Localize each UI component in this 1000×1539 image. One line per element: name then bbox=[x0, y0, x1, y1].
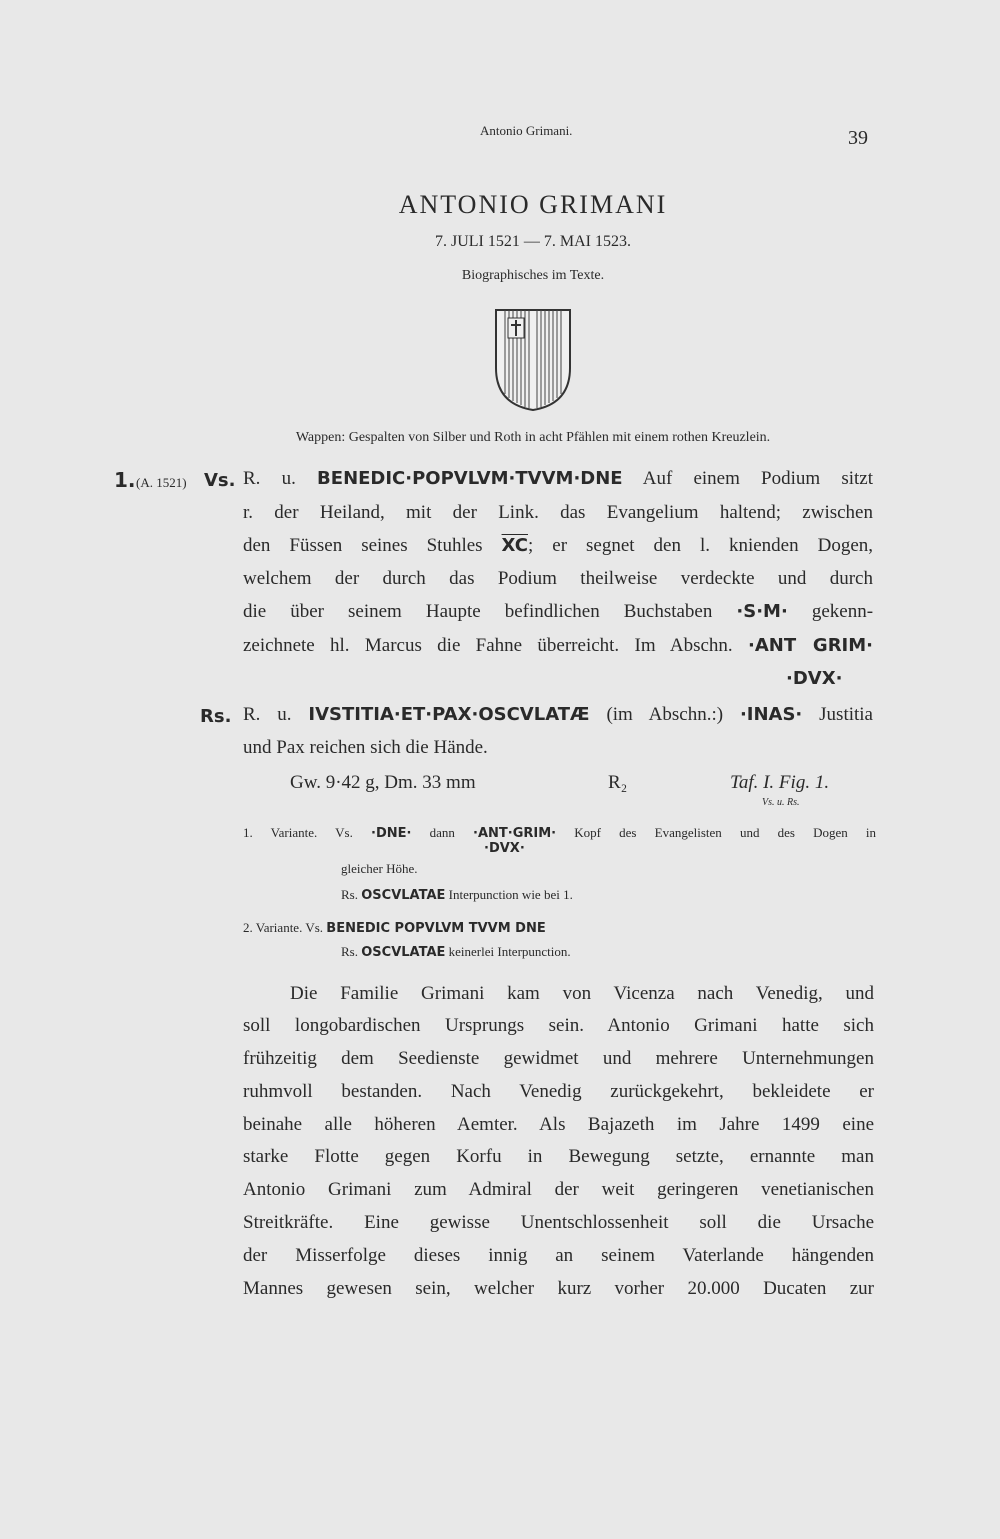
paragraph-line-8: Streitkräfte. Eine gewisse Unentschlossenheit soll die Ursache bbox=[243, 1212, 874, 1233]
bio-note: Biographisches im Texte. bbox=[461, 268, 605, 283]
paragraph-line-4: ruhmvoll bestanden. Nach Venedig zurückgekehrt, bekleidete er bbox=[243, 1081, 874, 1102]
page-title: ANTONIO GRIMANI bbox=[398, 190, 668, 219]
coat-of-arms-caption: Wappen: Gespalten von Silber und Roth in acht Pfählen mit einem rothen Kreuzlein. bbox=[295, 430, 771, 445]
page-number: 39 bbox=[848, 127, 868, 149]
paragraph-line-6: starke Flotte gegen Korfu in Bewegung setzte, ernannte man bbox=[243, 1146, 874, 1167]
paragraph-line-1: Die Familie Grimani kam von Vicenza nach Venedig, und bbox=[290, 983, 874, 1004]
variant-2-line-2: Rs. OSCVLATAE keinerlei Interpunction. bbox=[341, 944, 571, 960]
obverse-line-5: die über seinem Haupte befindlichen Buchstaben ·S·M· gekenn- bbox=[243, 601, 874, 622]
reverse-line-2: und Pax reichen sich die Hände. bbox=[243, 737, 488, 758]
plate-sub: Vs. u. Rs. bbox=[762, 797, 800, 808]
reverse-line-1: R. u. IVSTITIA·ET·PAX·OSCVLATÆ (im Abschn.:) ·INAS· Justitia bbox=[243, 704, 873, 725]
plate-reference: Taf. I. Fig. 1. bbox=[730, 772, 830, 793]
running-title: Antonio Grimani. bbox=[480, 123, 573, 138]
coin-entry-number: 1. bbox=[114, 468, 136, 492]
obverse-line-3: den Füssen seines Stuhles $\overline{XC}$; er segnet den l. knienden Dogen, bbox=[243, 535, 873, 556]
obverse-line-4: welchem der durch das Podium theilweise verdeckte und durch bbox=[243, 568, 873, 589]
obverse-exergue-dvx: ·DVX· bbox=[786, 668, 843, 689]
reverse-label: Rs. bbox=[200, 706, 232, 727]
paragraph-line-2: soll longobardischen Ursprungs sein. Antonio Grimani hatte sich bbox=[243, 1015, 874, 1036]
rarity: R₂ bbox=[608, 772, 628, 793]
variant-1-line-3: Rs. OSCVLATAE Interpunction wie bei 1. bbox=[341, 887, 573, 903]
weight-diameter: Gw. 9·42 g, Dm. 33 mm bbox=[290, 772, 476, 793]
paragraph-line-9: der Misserfolge dieses innig an seinem Vaterlande hängenden bbox=[243, 1245, 874, 1266]
obverse-legend: BENEDIC·POPVLVM·TVVM·DNE bbox=[317, 468, 623, 489]
obverse-line-6: zeichnete hl. Marcus die Fahne überreicht. Im Abschn. ·ANT GRIM· bbox=[243, 635, 874, 656]
obverse-label: Vs. bbox=[204, 470, 236, 491]
reign-dates: 7. JULI 1521 — 7. MAI 1523. bbox=[435, 233, 631, 250]
paragraph-line-10: Mannes gewesen sein, welcher kurz vorher 20.000 Ducaten zur bbox=[243, 1278, 874, 1299]
coin-year: (A. 1521) bbox=[136, 475, 187, 490]
variant-1-line-2: gleicher Höhe. bbox=[341, 861, 418, 876]
paragraph-line-7: Antonio Grimani zum Admiral der weit geringeren venetianischen bbox=[243, 1179, 874, 1200]
variant-2-line-1: 2. Variante. Vs. BENEDIC POPVLVM TVVM DNE bbox=[243, 920, 546, 936]
paragraph-line-3: frühzeitig dem Seedienste gewidmet und mehrere Unternehmungen bbox=[243, 1048, 874, 1069]
paragraph-line-5: beinahe alle höheren Aemter. Als Bajazeth im Jahre 1499 eine bbox=[243, 1114, 874, 1135]
variant-1-dvx: ·DVX· bbox=[484, 841, 525, 856]
obverse-line-2: r. der Heiland, mit der Link. das Evangelium haltend; zwischen bbox=[243, 502, 873, 523]
coat-of-arms-shield-icon bbox=[494, 308, 572, 412]
reverse-legend: IVSTITIA·ET·PAX·OSCVLATÆ bbox=[308, 704, 590, 725]
obverse-line-1: R. u. BENEDIC·POPVLVM·TVVM·DNE Auf einem Podium sitzt bbox=[243, 468, 874, 489]
variant-1-line-1: 1. Variante. Vs. ·DNE· dann ·ANT·GRIM· Kopf des Evangelisten und des Dogen in bbox=[243, 825, 877, 841]
